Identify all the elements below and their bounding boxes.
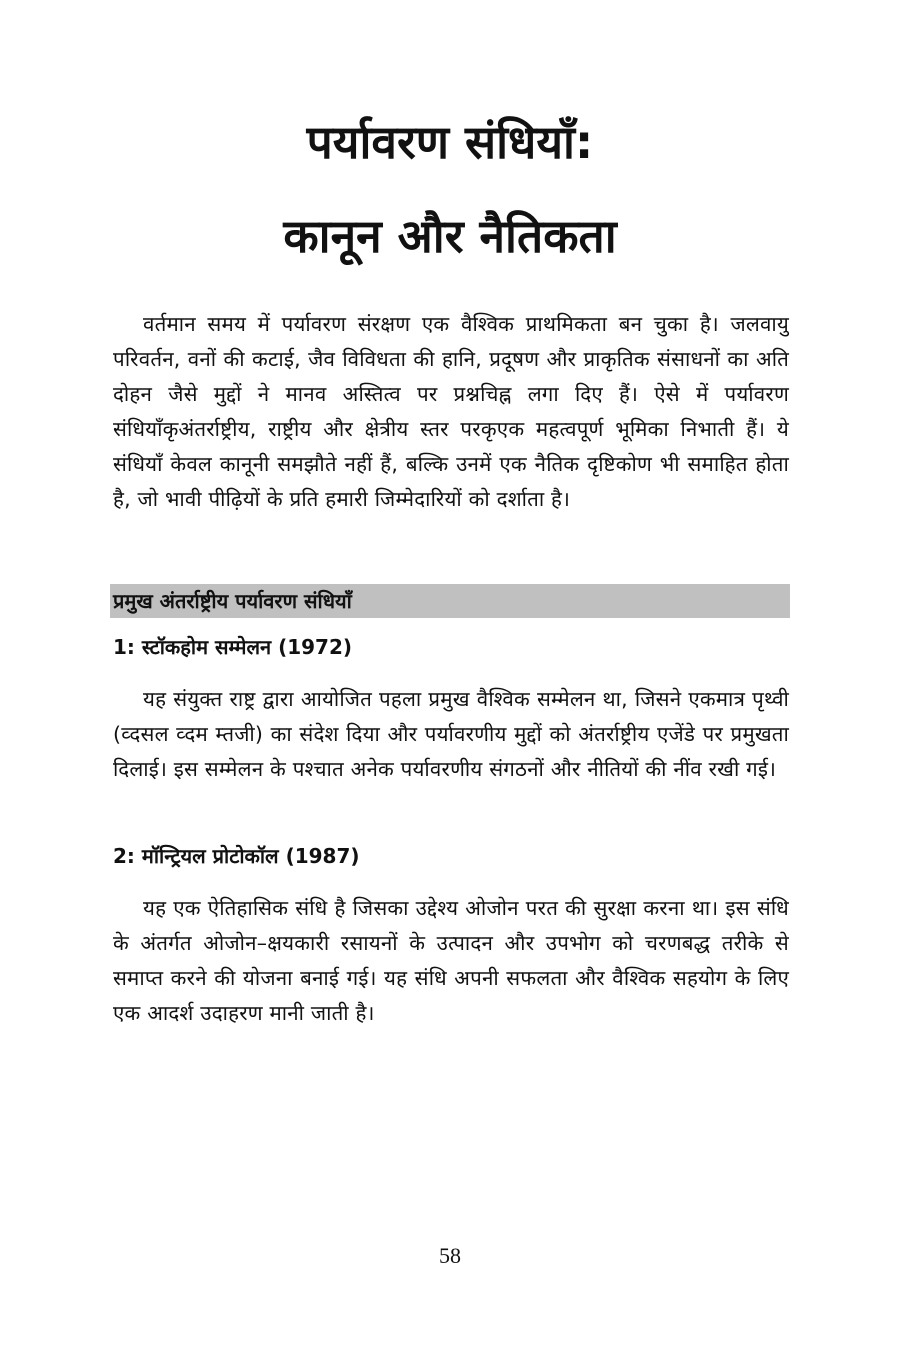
page-number: 58 <box>439 1243 461 1268</box>
page-title-line-1: पर्यावरण संधियाँ: <box>306 115 594 169</box>
treaty-paragraph-montreal: यह एक ऐतिहासिक संधि है जिसका उद्देश्य ओजोन परत की सुरक्षा करना था। इस संधि के अंतर्गत ओजोन–क्षयकारी रसायनों के उत्पादन और उपभोग को चरणबद्ध तरीके से समाप्त करने की योजना बनाई गई। यह संधि अपनी सफलता और वैश्विक सहयोग के लिए एक आदर्श उदाहरण मानी जाती है। <box>113 896 789 1025</box>
section-heading-bar <box>110 584 790 618</box>
page-title-line-2: कानून और नैतिकता <box>283 209 617 263</box>
section-heading: प्रमुख अंतर्राष्ट्रीय पर्यावरण संधियाँ <box>113 589 352 613</box>
treaty-heading-stockholm: 1: स्टॉकहोम सम्मेलन (1972) <box>113 635 353 659</box>
treaty-paragraph-stockholm: यह संयुक्त राष्ट्र द्वारा आयोजित पहला प्रमुख वैश्विक सम्मेलन था, जिसने एकमात्र पृथ्वी (व्दसल व्दम म्तजी) का संदेश दिया और पर्यावरणीय मुद्दों को अंतर्राष्ट्रीय एजेंडे पर प्रमुखता दिलाई। इस सम्मेलन के पश्चात अनेक पर्यावरणीय संगठनों और नीतियों की नींव रखी गई। <box>113 687 789 781</box>
intro-paragraph: वर्तमान समय में पर्यावरण संरक्षण एक वैश्विक प्राथमिकता बन चुका है। जलवायु परिवर्तन, वनों की कटाई, जैव विविधता की हानि, प्रदूषण और प्राकृतिक संसाधनों का अति दोहन जैसे मुद्दों ने मानव अस्तित्व पर प्रश्नचिह्न लगा दिए हैं। ऐसे में पर्यावरण संधियाँकृअंतर्राष्ट्रीय, राष्ट्रीय और क्षेत्रीय स्तर परकृएक महत्वपूर्ण भूमिका निभाती हैं। ये संधियाँ केवल कानूनी समझौते नहीं हैं, बल्कि उनमें एक नैतिक दृष्टिकोण भी समाहित होता है, जो भावी पीढ़ियों के प्रति हमारी जिम्मेदारियों को दर्शाता है। <box>113 312 789 511</box>
treaty-heading-montreal: 2: मॉन्ट्रियल प्रोटोकॉल (1987) <box>113 844 360 868</box>
